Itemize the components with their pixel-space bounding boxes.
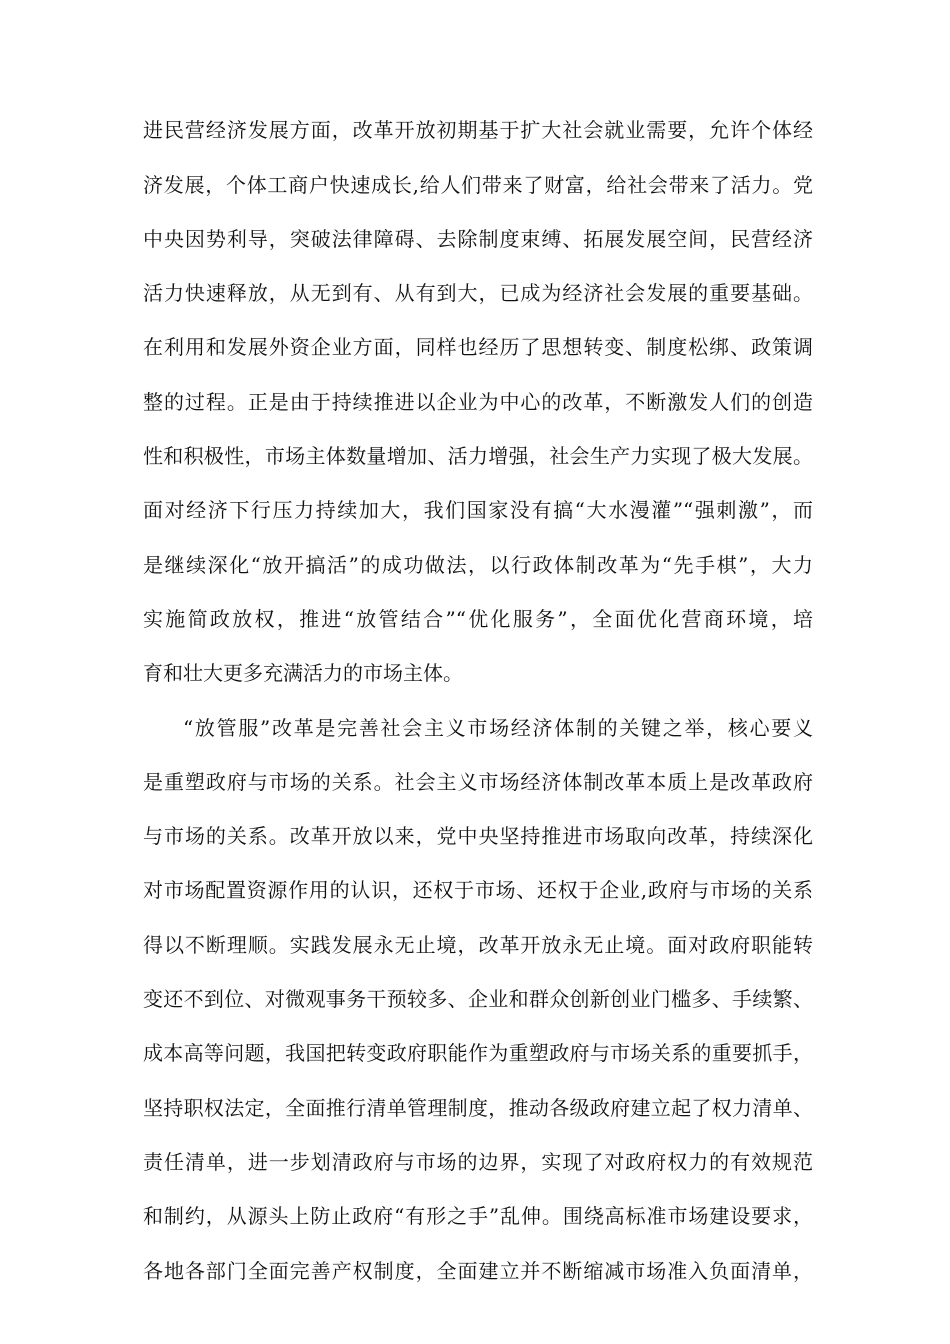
paragraph1-line: 活力快速释放，从无到有、从有到大，已成为经济社会发展的重要基础。: [143, 281, 813, 305]
paragraph1-line: 面对经济下行压力持续加大，我们国家没有搞“大水漫灌”“强刺激”，而: [143, 498, 813, 522]
paragraph1-line: 中央因势利导，突破法律障碍、去除制度束缚、拓展发展空间，民营经济: [143, 227, 813, 251]
paragraph1-line: 育和壮大更多充满活力的市场主体。: [143, 661, 463, 685]
paragraph2-line: 和制约，从源头上防止政府“有形之手”乱伸。围绕高标准市场建设要求，: [143, 1204, 813, 1228]
paragraph2-line: 与市场的关系。改革开放以来，党中央坚持推进市场取向改革，持续深化: [143, 824, 813, 848]
paragraph1-line: 是继续深化“放开搞活”的成功做法，以行政体制改革为“先手棋”，大力: [143, 553, 813, 577]
paragraph2-line: 坚持职权法定，全面推行清单管理制度，推动各级政府建立起了权力清单、: [143, 1096, 813, 1120]
paragraph1-line: 性和积极性，市场主体数量增加、活力增强，社会生产力实现了极大发展。: [143, 444, 813, 468]
paragraph2-line: 变还不到位、对微观事务干预较多、企业和群众创新创业门槛多、手续繁、: [143, 987, 813, 1011]
paragraph2-line: 是重塑政府与市场的关系。社会主义市场经济体制改革本质上是改革政府: [143, 770, 813, 794]
paragraph2-line: 责任清单，进一步划清政府与市场的边界，实现了对政府权力的有效规范: [143, 1150, 813, 1174]
paragraph2-line: 得以不断理顺。实践发展永无止境，改革开放永无止境。面对政府职能转: [143, 933, 813, 957]
paragraph2-line: 成本高等问题，我国把转变政府职能作为重塑政府与市场关系的重要抓手，: [143, 1041, 813, 1065]
paragraph1-line: 在利用和发展外资企业方面，同样也经历了思想转变、制度松绑、政策调: [143, 335, 813, 359]
paragraph1-line: 实施简政放权，推进“放管结合”“优化服务”，全面优化营商环境，培: [143, 607, 813, 631]
paragraph2-line: “放管服”改革是完善社会主义市场经济体制的关键之举，核心要义: [183, 716, 813, 740]
paragraph1-line: 济发展，个体工商户快速成长,给人们带来了财富，给社会带来了活力。党: [143, 173, 813, 197]
paragraph1-line: 整的过程。正是由于持续推进以企业为中心的改革，不断激发人们的创造: [143, 390, 813, 414]
paragraph1-line: 进民营经济发展方面，改革开放初期基于扩大社会就业需要，允许个体经: [143, 118, 813, 142]
paragraph2-line: 对市场配置资源作用的认识，还权于市场、还权于企业,政府与市场的关系: [143, 878, 813, 902]
paragraph2-line: 各地各部门全面完善产权制度，全面建立并不断缩减市场准入负面清单，: [143, 1259, 813, 1283]
